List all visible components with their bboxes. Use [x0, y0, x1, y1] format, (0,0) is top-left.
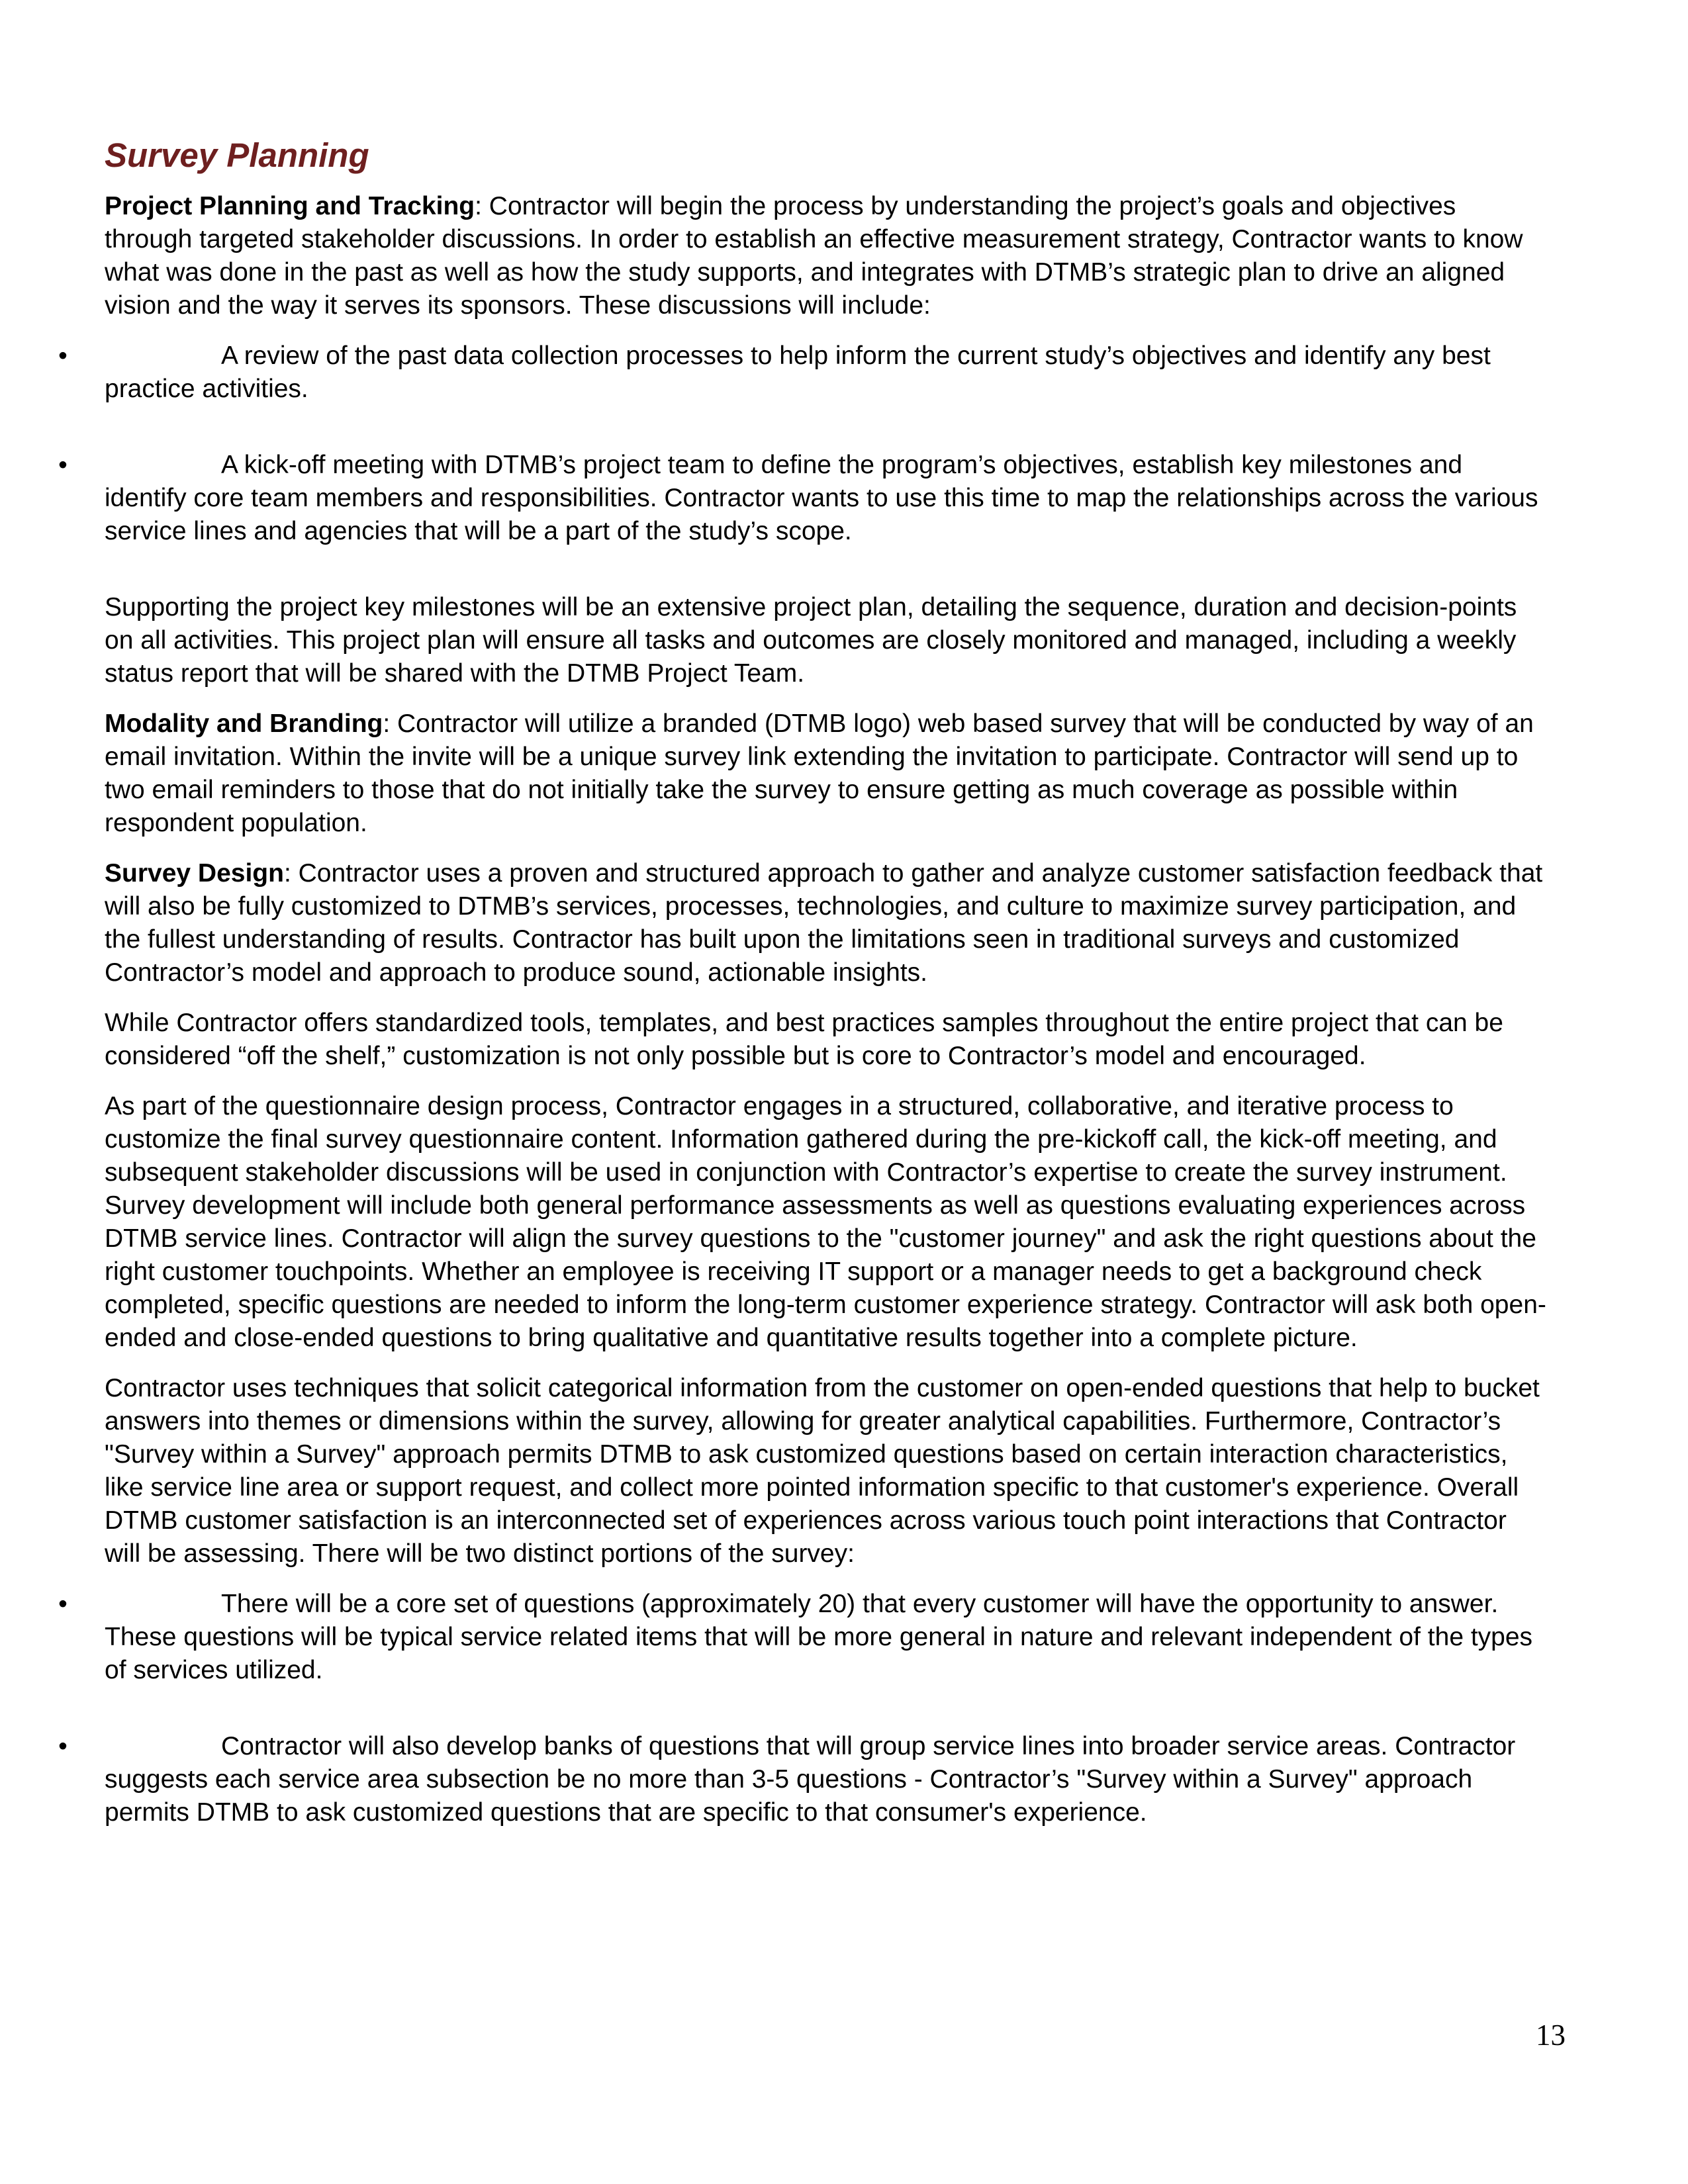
bullet-text: A kick-off meeting with DTMB’s project team to define the program’s objectives, establish key milestones and identify core team members and responsibilities. Contractor wants to use this time to map the relationships across the various service lines and agencies that will be a part of the study’s scope.: [105, 451, 1538, 545]
design-text: : Contractor uses a proven and structured approach to gather and analyze customer satisfaction feedback that will also be fully customized to DTMB’s services, processes, technologies, and culture to maximize survey participation, and the fullest understanding of results. Contractor has built upon the limitations seen in traditional surveys and customized Contractor’s model and approach to produce sound, actionable insights.: [105, 859, 1543, 987]
bullet-icon: •: [58, 451, 68, 479]
design-paragraph: [105, 857, 1548, 989]
design-lead: Survey Design: [105, 859, 284, 887]
section-heading: Survey Planning: [105, 136, 369, 174]
bullet-icon: •: [58, 341, 68, 370]
bullet-text: Contractor will also develop banks of questions that will group service lines into broader service areas. Contractor suggests each service area subsection be no more than 3-5 questions - Contractor’s "Survey within a Survey" approach permits DTMB to ask customized questions that are specific to that consumer's experience.: [105, 1732, 1516, 1827]
bullet-item: [58, 340, 1548, 406]
intro-lead: Project Planning and Tracking: [105, 192, 475, 220]
intro-text: : Contractor will begin the process by understanding the project’s goals and objectives through targeted stakeholder discussions. In order to establish an effective measurement strategy, Contractor wants to know what was done in the past as well as how the study supports, and integrates with DTMB’s strategic plan to drive an aligned vision and the way it serves its sponsors. These discussions will include:: [105, 192, 1523, 320]
modality-paragraph: [105, 707, 1548, 840]
bullet-item: [58, 449, 1548, 548]
bullet-item: [58, 1588, 1548, 1687]
bullet-icon: •: [58, 1732, 68, 1760]
modality-text: : Contractor will utilize a branded (DTMB logo) web based survey that will be conducted by way of an email invitation. Within the invite will be a unique survey link extending the invitation to participate. Contractor will send up to two email reminders to those that do not initially take the survey to ensure getting as much coverage as possible within respondent population.: [105, 709, 1534, 837]
bullet-text: A review of the past data collection processes to help inform the current study’s objectives and identify any best practice activities.: [105, 341, 1491, 403]
bullet-text: There will be a core set of questions (approximately 20) that every customer will have the opportunity to answer. These questions will be typical service related items that will be more general in nature and relevant independent of the types of services utilized.: [105, 1590, 1533, 1684]
techniques-paragraph: Contractor uses techniques that solicit categorical information from the customer on open-ended questions that help to bucket answers into themes or dimensions within the survey, allowing for greater analytical capabilities. Furthermore, Contractor’s "Survey within a Survey" approach permits DTMB to ask customized questions based on certain interaction characteristics, like service line area or support request, and collect more pointed information specific to that customer's experience. Overall DTMB customer satisfaction is an interconnected set of experiences across various touch point interactions that Contractor will be assessing. There will be two distinct portions of the survey:: [105, 1374, 1540, 1568]
page-number: 13: [1536, 2019, 1566, 2052]
questionnaire-paragraph: As part of the questionnaire design process, Contractor engages in a structured, collaborative, and iterative process to customize the final survey questionnaire content. Information gathered during the pre-kickoff call, the kick-off meeting, and subsequent stakeholder discussions will be used in conjunction with Contractor’s expertise to create the survey instrument. Survey development will include both general performance assessments as well as questions evaluating experiences across DTMB service lines. Contractor will align the survey questions to the "customer journey" and ask the right questions about the right customer touchpoints. Whether an employee is receiving IT support or a manager needs to get a background check completed, specific questions are needed to inform the long-term customer experience strategy. Contractor will ask both open-ended and close-ended questions to bring qualitative and quantitative results together into a complete picture.: [105, 1092, 1546, 1352]
page-content: [58, 136, 1548, 1829]
bullet-icon: •: [58, 1590, 68, 1618]
modality-lead: Modality and Branding: [105, 709, 383, 738]
supporting-paragraph: Supporting the project key milestones will be an extensive project plan, detailing the sequence, duration and decision-points on all activities. This project plan will ensure all tasks and outcomes are closely monitored and managed, including a weekly status report that will be shared with the DTMB Project Team.: [105, 593, 1517, 688]
intro-paragraph: [105, 190, 1548, 322]
standardized-paragraph: While Contractor offers standardized tools, templates, and best practices samples throughout the entire project that can be considered “off the shelf,” customization is not only possible but is core to Contractor’s model and encouraged.: [105, 1009, 1503, 1070]
bullet-item: [58, 1730, 1548, 1829]
